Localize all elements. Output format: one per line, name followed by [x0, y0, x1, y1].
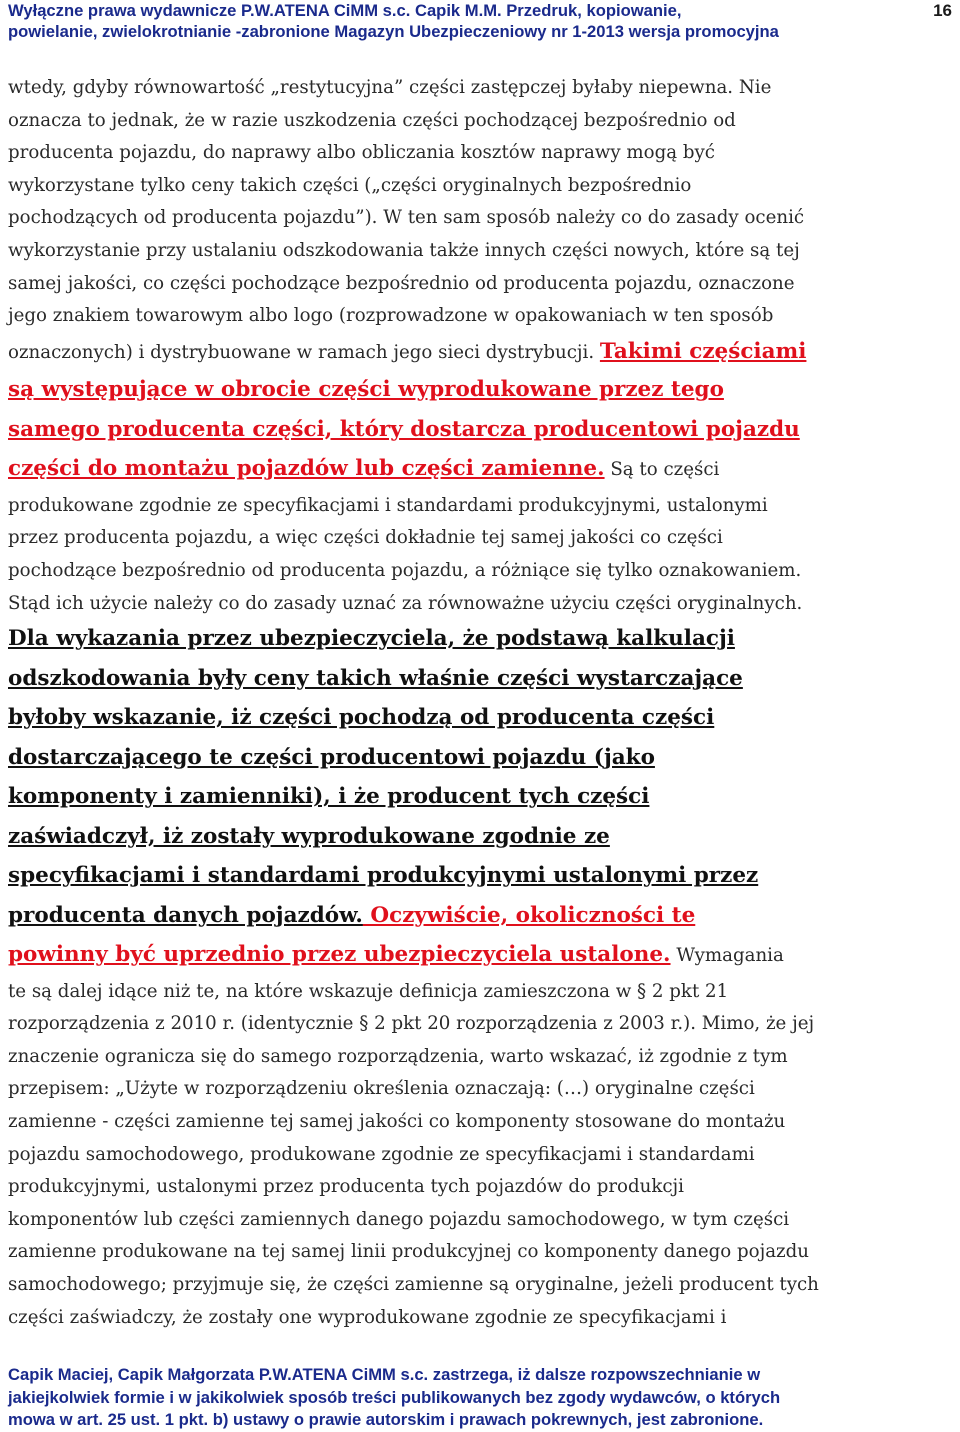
text-line	[8, 1139, 952, 1172]
text-line	[8, 450, 952, 490]
text-run: te są dalej idące niż te, na które wskazuje definicja zamieszczona w § 2 pkt 21	[8, 980, 729, 1002]
page-number: 16	[933, 1, 952, 20]
article-body	[8, 72, 952, 1334]
text-run: oznaczonych) i dystrybuowane w ramach jego sieci dystrybucji.	[8, 341, 600, 363]
emphasis-bold: dostarczającego te części producentowi pojazdu (jako	[8, 744, 655, 770]
text-line	[8, 411, 952, 451]
text-line	[8, 522, 952, 555]
text-run: pojazdu samochodowego, produkowane zgodnie ze specyfikacjami i standardami	[8, 1143, 755, 1165]
header-line-1: Wyłączne prawa wydawnicze P.W.ATENA CiMM s.c. Capik M.M. Przedruk, kopiowanie,	[8, 1, 682, 20]
text-line	[8, 660, 952, 700]
text-run: przepisem: „Użyte w rozporządzeniu określenia oznaczają: (…) oryginalne części	[8, 1078, 755, 1100]
footer-line-2: jakiejkolwiek formie i w jakikolwiek sposób treści publikowanych bez zgody wydawców, o których	[8, 1387, 781, 1407]
header-line-2: powielanie, zwielokrotnianie -zabronione Magazyn Ubezpieczeniowy nr 1-2013 wersja promocyjna	[8, 22, 779, 41]
emphasis-bold: Dla wykazania przez ubezpieczyciela, że podstawą kalkulacji	[8, 626, 735, 652]
emphasis-bold: odszkodowania były ceny takich właśnie części wystarczające	[8, 665, 743, 691]
text-line	[8, 620, 952, 660]
text-run: zamienne - części zamienne tej samej jakości co komponenty stosowane do montażu	[8, 1111, 786, 1132]
text-line	[8, 170, 952, 203]
text-run: produkowane zgodnie ze specyfikacjami i standardami produkcyjnymi, ustalonymi	[8, 494, 768, 516]
emphasis-red: samego producenta części, który dostarcza producentowi pojazdu	[8, 416, 800, 442]
emphasis-red: powinny być uprzednio przez ubezpieczyciela ustalone.	[8, 942, 671, 968]
text-run: Wymagania	[670, 945, 784, 967]
emphasis-red: są występujące w obrocie części wyprodukowane przez tego	[8, 377, 724, 403]
text-line	[8, 588, 952, 621]
text-line	[8, 1236, 952, 1269]
text-line	[8, 897, 952, 937]
text-line	[8, 1171, 952, 1204]
text-line	[8, 300, 952, 333]
text-line	[8, 268, 952, 301]
emphasis-bold: zaświadczył, iż zostały wyprodukowane zgodnie ze	[8, 823, 610, 849]
text-line	[8, 1106, 952, 1139]
text-line	[8, 1302, 952, 1335]
emphasis-red: Takimi częściami	[599, 338, 807, 364]
text-line	[8, 72, 952, 105]
text-line	[8, 1073, 952, 1106]
text-run: wykorzystanie przy ustalaniu odszkodowania także innych części nowych, które są tej	[8, 239, 800, 261]
text-run: pochodzące bezpośrednio od producenta pojazdu, a różniące się tylko oznakowaniem.	[8, 559, 802, 581]
text-line	[8, 936, 952, 976]
text-line	[8, 105, 952, 138]
text-line	[8, 818, 952, 858]
emphasis-red: części do montażu pojazdów lub części zamienne.	[8, 456, 605, 482]
footer-line-3: mowa w art. 25 ust. 1 pkt. b) ustawy o prawie autorskim i prawach pokrewnych, jest zabronione.	[8, 1410, 764, 1429]
text-line	[8, 490, 952, 523]
text-run: pochodzących od producenta pojazdu”). W ten sam sposób należy co do zasady ocenić	[8, 207, 805, 229]
text-line	[8, 555, 952, 588]
text-run: Są to części	[604, 459, 720, 481]
text-line	[8, 1204, 952, 1237]
text-line	[8, 699, 952, 739]
emphasis-bold: byłoby wskazanie, iż części pochodzą od producenta części	[8, 705, 715, 731]
text-line	[8, 739, 952, 779]
text-run: producenta pojazdu, do naprawy albo obliczania kosztów naprawy mogą być	[8, 142, 715, 164]
footer-line-1: Capik Maciej, Capik Małgorzata P.W.ATENA CiMM s.c. zastrzega, iż dalsze rozpowszechnianie w	[8, 1365, 761, 1384]
page-footer	[8, 1364, 952, 1432]
text-run: części zaświadczy, że zostały one wyprodukowane zgodnie ze specyfikacjami i	[8, 1306, 727, 1328]
page-header	[8, 0, 952, 42]
text-line	[8, 235, 952, 268]
emphasis-bold: komponenty i zamienniki), i że producent tych części	[8, 784, 650, 810]
emphasis-bold: producenta danych pojazdów.	[8, 902, 363, 928]
text-run: samej jakości, co części pochodzące bezpośrednio od producenta pojazdu, oznaczone	[8, 272, 795, 294]
text-line	[8, 1041, 952, 1074]
emphasis-bold: specyfikacjami i standardami produkcyjnymi ustalonymi przez	[8, 863, 759, 889]
text-run: komponentów lub części zamiennych danego pojazdu samochodowego, w tym części	[8, 1208, 790, 1230]
text-run: wykorzystane tylko ceny takich części („części oryginalnych bezpośrednio	[8, 174, 692, 196]
text-run: samochodowego; przyjmuje się, że części zamienne są oryginalne, jeżeli producent tych	[8, 1273, 819, 1295]
text-run: oznacza to jednak, że w razie uszkodzenia części pochodzącej bezpośrednio od	[8, 109, 736, 131]
text-line	[8, 371, 952, 411]
text-line	[8, 1269, 952, 1302]
text-run: wtedy, gdyby równowartość „restytucyjna” części zastępczej byłaby niepewna. Nie	[8, 77, 772, 98]
text-line	[8, 202, 952, 235]
text-run: jego znakiem towarowym albo logo (rozprowadzone w opakowaniach w ten sposób	[8, 305, 774, 327]
text-run: Stąd ich użycie należy co do zasady uznać za równoważne użyciu części oryginalnych.	[8, 592, 803, 614]
text-run: rozporządzenia z 2010 r. (identycznie § 2 pkt 20 rozporządzenia z 2003 r.). Mimo, że jej	[8, 1013, 815, 1035]
text-run: produkcyjnymi, ustalonymi przez producenta tych pojazdów do produkcji	[8, 1176, 685, 1198]
text-line	[8, 333, 952, 372]
text-line	[8, 1008, 952, 1041]
text-run: znaczenie ogranicza się do samego rozporządzenia, warto wskazać, iż zgodnie z tym	[8, 1045, 788, 1067]
text-run: zamienne produkowane na tej samej linii produkcyjnej co komponenty danego pojazdu	[8, 1241, 809, 1263]
text-run: przez producenta pojazdu, a więc części dokładnie tej samej jakości co części	[8, 527, 723, 549]
text-line	[8, 778, 952, 818]
text-line	[8, 857, 952, 897]
text-line	[8, 976, 952, 1009]
emphasis-red: Oczywiście, okoliczności te	[362, 902, 696, 928]
text-line	[8, 137, 952, 170]
